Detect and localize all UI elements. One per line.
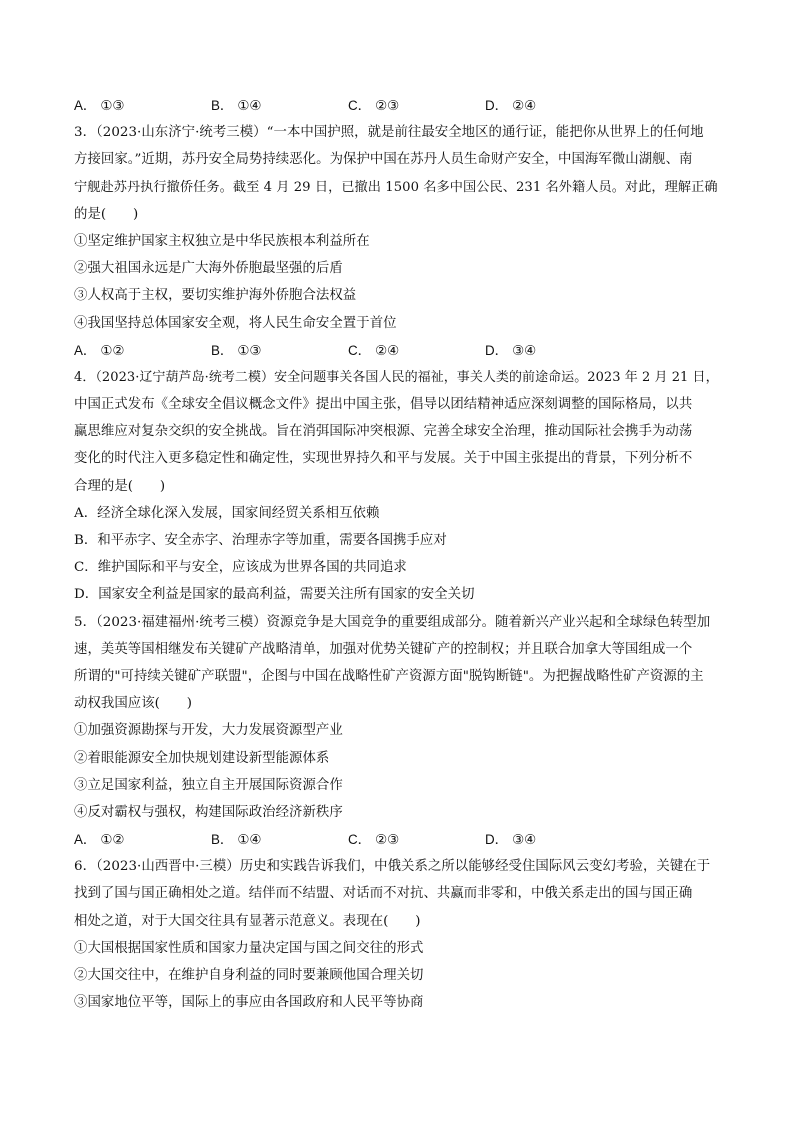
question-text-line: ③立足国家利益，独立自主开展国际资源合作: [74, 777, 343, 793]
option-text: ②③: [375, 99, 400, 114]
question-text-line: 动权我国应该( ): [74, 696, 193, 712]
question-block: [74, 364, 724, 609]
option-letter: C．: [348, 832, 372, 848]
question-text-line: ①坚定维护国家主权独立是中华民族根本利益所在: [74, 233, 370, 249]
question-text-line: D．国家安全利益是国家的最高利益，需要关注所有国家的安全关切: [74, 587, 475, 603]
question-text-line: ②着眼能源安全加快规划建设新型能源体系: [74, 750, 330, 766]
question-text-line: 速，美英等国相继发布关键矿产战略清单，加强对优势关键矿产的控制权；并且联合加拿大等国组成一个: [74, 641, 693, 657]
option-letter: A．: [74, 832, 97, 848]
option-letter: C．: [348, 342, 372, 358]
question-text-line: 合理的是( ): [74, 478, 166, 494]
question-text-line: 4．（2023·辽宁葫芦岛·统考二模）安全问题事关各国人民的福祉，事关人类的前途命运。2023 年 2 月 21 日，: [74, 369, 719, 385]
question-text-line: ④我国坚持总体国家安全观，将人民生命安全置于首位: [74, 315, 397, 331]
question-text-line: 找到了国与国正确相处之道。结伴而不结盟、对话而不对抗、共赢而非零和，中俄关系走出的国与国正确: [74, 886, 693, 902]
question-text-line: ①加强资源勘探与开发，大力发展资源型产业: [74, 723, 343, 739]
answer-options-row: [74, 337, 724, 364]
answer-option: [211, 826, 348, 853]
question-text-line: A．经济全球化深入发展，国家间经贸关系相互依赖: [74, 505, 380, 521]
question-text-line: ①大国根据国家性质和国家力量决定国与国之间交往的形式: [74, 940, 424, 956]
question-block: [74, 853, 724, 1016]
question-text-line: 5．（2023·福建福州·统考三模）资源竞争是大国竞争的重要组成部分。随着新兴产业兴起和全球绿色转型加: [74, 614, 711, 630]
option-letter: D．: [485, 832, 509, 848]
option-letter: A．: [74, 98, 97, 113]
answer-option: [348, 337, 485, 364]
option-letter: B．: [211, 832, 234, 848]
question-text-line: 赢思维应对复杂交织的安全挑战。旨在消弭国际冲突根源、完善全球安全治理，推动国际社会携手为动荡: [74, 424, 693, 440]
question-text-line: 相处之道，对于大国交往具有显著示范意义。表现在( ): [74, 913, 421, 929]
question-text-line: 中国正式发布《全球安全倡议概念文件》提出中国主张，倡导以团结精神适应深刻调整的国际格局，以共: [74, 397, 693, 413]
answer-option: [74, 337, 211, 364]
option-text: ③④: [512, 343, 537, 359]
question-text-line: 的是( ): [74, 206, 139, 222]
question-text-line: ④反对霸权与强权，构建国际政治经济新秩序: [74, 804, 343, 820]
answer-option: [348, 92, 485, 119]
answer-option: [485, 826, 622, 853]
question-text-line: ②大国交往中，在维护自身利益的同时要兼顾他国合理关切: [74, 968, 424, 983]
question-text-line: 变化的时代注入更多稳定性和确定性，实现世界持久和平与发展。关于中国主张提出的背景，下列分析不: [74, 451, 693, 467]
option-text: ①③: [100, 99, 125, 114]
question-text-line: ②强大祖国永远是广大海外侨胞最坚强的后盾: [74, 261, 343, 277]
option-text: ①③: [237, 343, 262, 359]
option-letter: B．: [211, 98, 234, 113]
question-text-line: 3．（2023·山东济宁·统考三模）“一本中国护照，就是前往最安全地区的通行证，能把你从世界上的任何地: [74, 125, 704, 141]
exam-page: [74, 92, 724, 1016]
option-letter: D．: [485, 98, 509, 113]
option-text: ①②: [100, 833, 125, 849]
question-text-line: B．和平赤字、安全赤字、治理赤字等加重，需要各国携手应对: [74, 533, 447, 548]
question-block: [74, 609, 724, 827]
question-text-line: C．维护国际和平与安全，应该成为世界各国的共同追求: [74, 560, 407, 576]
answer-options-row: [74, 92, 724, 119]
option-text: ②③: [375, 833, 400, 849]
option-letter: C．: [348, 98, 372, 113]
question-text-line: 方接回家。”近期，苏丹安全局势持续恶化。为保护中国在苏丹人员生命财产安全，中国海军微山湖舰、南: [74, 152, 693, 168]
answer-option: [211, 92, 348, 119]
option-text: ①②: [100, 343, 125, 359]
answer-option: [348, 826, 485, 853]
answer-option: [74, 92, 211, 119]
option-letter: A．: [74, 342, 97, 358]
answer-option: [485, 92, 622, 119]
question-text-line: ③国家地位平等，国际上的事应由各国政府和人民平等协商: [74, 995, 424, 1011]
question-text-line: 宁舰赴苏丹执行撤侨任务。截至 4 月 29 日，已撤出 1500 名多中国公民、231 名外籍人员。对此，理解正确: [74, 179, 718, 195]
option-text: ①④: [237, 833, 262, 849]
option-letter: D．: [485, 342, 509, 358]
question-text-line: 6．（2023·山西晋中·三模）历史和实践告诉我们，中俄关系之所以能够经受住国际风云变幻考验，关键在于: [74, 859, 711, 875]
question-text-line: 所谓的"可持续关键矿产联盟"，企图与中国在战略性矿产资源方面"脱钩断链"。为把握战略性矿产资源的主: [74, 668, 704, 684]
question-block: [74, 119, 724, 337]
option-text: ③④: [512, 833, 537, 849]
answer-option: [211, 337, 348, 364]
option-letter: B．: [211, 342, 234, 358]
option-text: ②④: [512, 99, 537, 114]
question-text-line: ③人权高于主权，要切实维护海外侨胞合法权益: [74, 288, 357, 304]
answer-option: [485, 337, 622, 364]
option-text: ①④: [237, 99, 262, 114]
option-text: ②④: [375, 343, 400, 359]
answer-option: [74, 826, 211, 853]
answer-options-row: [74, 826, 724, 853]
